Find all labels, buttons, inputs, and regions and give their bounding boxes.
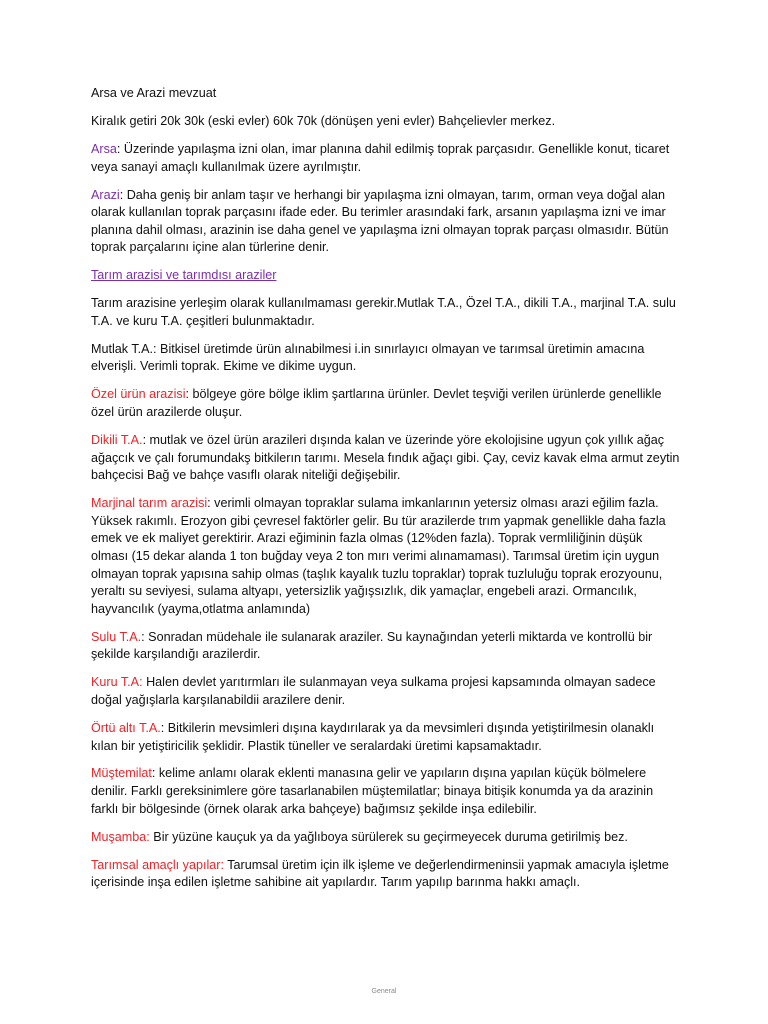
footer-sensitivity-label: General	[371, 988, 397, 995]
mutlak-paragraph: Mutlak T.A.: Bitkisel üretimde ürün alınabilmesi i.in sınırlayıcı olmayan ve tarımsal üretimin amacına elverişli. Verimli toprak. Ekime ve dikime uygun.	[91, 341, 645, 374]
definition-arsa	[91, 141, 681, 176]
definition-tarimsal-yapilar	[91, 857, 681, 892]
term-arsa: Arsa	[91, 141, 117, 156]
definition-kuru	[91, 674, 681, 709]
definition-ortu-alti	[91, 720, 681, 755]
rent-note: Kiralık getiri 20k 30k (eski evler) 60k 70k (dönüşen yeni evler) Bahçelievler merkez.	[91, 113, 556, 128]
term-arazi: Arazi	[91, 187, 120, 202]
term-tarimsal-yapilar: Tarımsal amaçlı yapılar:	[91, 857, 224, 872]
term-ozel-urun: Özel ürün arazisi	[91, 387, 186, 402]
term-marjinal: Marjinal tarım arazisi	[91, 496, 208, 511]
definition-mustemilat-text: : kelime anlamı olarak eklenti manasına gelir ve yapıların dışına yapılan küçük bölmelere denilir. Farklı gereksinimlere göre tasarlanabilen müştemilatlar; binaya bitişik konumda ya da arazinin farklı bir bölgesinde (örnek olarak arka bahçeye) bağımsız şekilde inşa edilebilir.	[91, 766, 654, 816]
term-ortu-alti: Örtü altı T.A.	[91, 720, 161, 735]
term-sulu: Sulu T.A.	[91, 629, 142, 644]
definition-arazi-text: : Daha geniş bir anlam taşır ve herhangi bir yapılaşma izni olmayan, tarım, orman veya doğal alan olarak kullanılan toprak parçasını ifade eder. Bu terimler arasındaki fark, arsanın yapılaşma izni ve imar planına dahil olması, arazinin ise daha genel ve yapılaşma izni olmayan toprak parçası olmasıdır. Bütün toprak parçalarını içine alan türlerine denir.	[91, 187, 669, 255]
definition-dikili-text: : mutlak ve özel ürün arazileri dışında kalan ve üzerinde yöre ekolojisine ugyun çok yıllık ağaç ağaçcık ve çalı forumundakş bitkilerın tarımı. Mesela fındık ağaçı gibi. Çay, ceviz kavak elma armut zeytin bahçecisi Bağ ve bahçe vasıflı olarak niteliği değişebilir.	[91, 433, 680, 483]
document-title: Arsa ve Arazi mevzuat	[91, 86, 217, 100]
definition-tarimsal-yapilar-text: Tarumsal üretim için ilk işleme ve değerlendirmeninsii yapmak amacıyla işletme içerisinde inşa edilen işletme sahibine ait yapılardır. Tarım yapılıp barınma hakkı amaçlı.	[91, 857, 669, 890]
definition-marjinal-text: : verimli olmayan topraklar sulama imkanlarının yetersiz olması arazi eğilim fazla. Yüksek rakımlı. Erozyon gibi çevresel faktörler gelir. Bu tür arazilerde trım yapmak genellikle daha fazla emek ve ek maliyet gerektirir. Arazi eğiminin fazla olmas (12%den fazla). Toprak vermliliğinin düşük olması (15 dekar alanda 1 ton buğday veya 2 ton mırı verimi alınamaması). Tarımsal üretim için uygun olmayan toprak yapısına sahip olmas (taşlık kayalık tuzlu topraklar) toprak tuzluluğu toprak erozyounu, yeraltı su seviyesi, sulama altyapı, yetersizlik yağışsızlık, dik yamaçlar, engebeli arazi. Ormancılık, hayvancılık (yayma,otlatma anlamında)	[91, 496, 666, 616]
document-body	[91, 85, 681, 902]
intro-paragraph: Tarım arazisine yerleşim olarak kullanılmaması gerekir.Mutlak T.A., Özel T.A., dikili T.A., marjinal T.A. sulu T.A. ve kuru T.A. çeşitleri bulunmaktadır.	[91, 296, 676, 328]
definition-musamba-text: Bir yüzüne kauçuk ya da yağlıboya sürülerek su geçirmeyecek duruma getirilmiş bez.	[149, 829, 628, 844]
definition-ozel-urun-text: : bölgeye göre bölge iklim şartlarına ürünler. Devlet teşviği verilen ürünlerde genellikle özel ürün arazilerde oluşur.	[91, 387, 662, 420]
definition-kuru-text: Halen devlet yarıtırmları ile sulanmayan veya sulkama projesi kapsamında olmayan sadece doğal yağışlarla karşılanabildii arazilere denir.	[91, 675, 656, 707]
definition-musamba	[91, 829, 681, 847]
definition-marjinal	[91, 495, 681, 618]
definition-sulu	[91, 629, 681, 664]
definition-ortu-alti-text: : Bitkilerin mevsimleri dışına kaydırılarak ya da mevsimleri dışında yetiştirilmesin olanaklı kılan bir yetiştiricilik şeklidir. Plastik tüneller ve seralardaki üretimi kapsamaktadır.	[91, 720, 655, 753]
link-heading-paragraph	[91, 267, 681, 285]
term-mustemilat: Müştemilat	[91, 766, 152, 781]
definition-dikili	[91, 432, 681, 485]
definition-arsa-text: : Üzerinde yapılaşma izni olan, imar planına dahil edilmiş toprak parçasıdır. Genellikle konut, ticaret veya sanayi amaçlı kullanılmak üzere ayrılmıştır.	[91, 141, 670, 174]
definition-mustemilat	[91, 765, 681, 818]
term-musamba: Muşamba:	[91, 829, 150, 844]
definition-ozel-urun	[91, 386, 681, 421]
term-dikili: Dikili T.A.	[91, 433, 143, 448]
term-kuru: Kuru T.A:	[91, 675, 143, 690]
definition-arazi	[91, 187, 681, 257]
tarim-arazisi-link[interactable]: Tarım arazisi ve tarımdısı araziler	[91, 268, 277, 283]
definition-sulu-text: : Sonradan müdehale ile sulanarak araziler. Su kaynağından yeterli miktarda ve kontrollü bir şekilde karşılandığı arazilerdir.	[91, 629, 653, 662]
